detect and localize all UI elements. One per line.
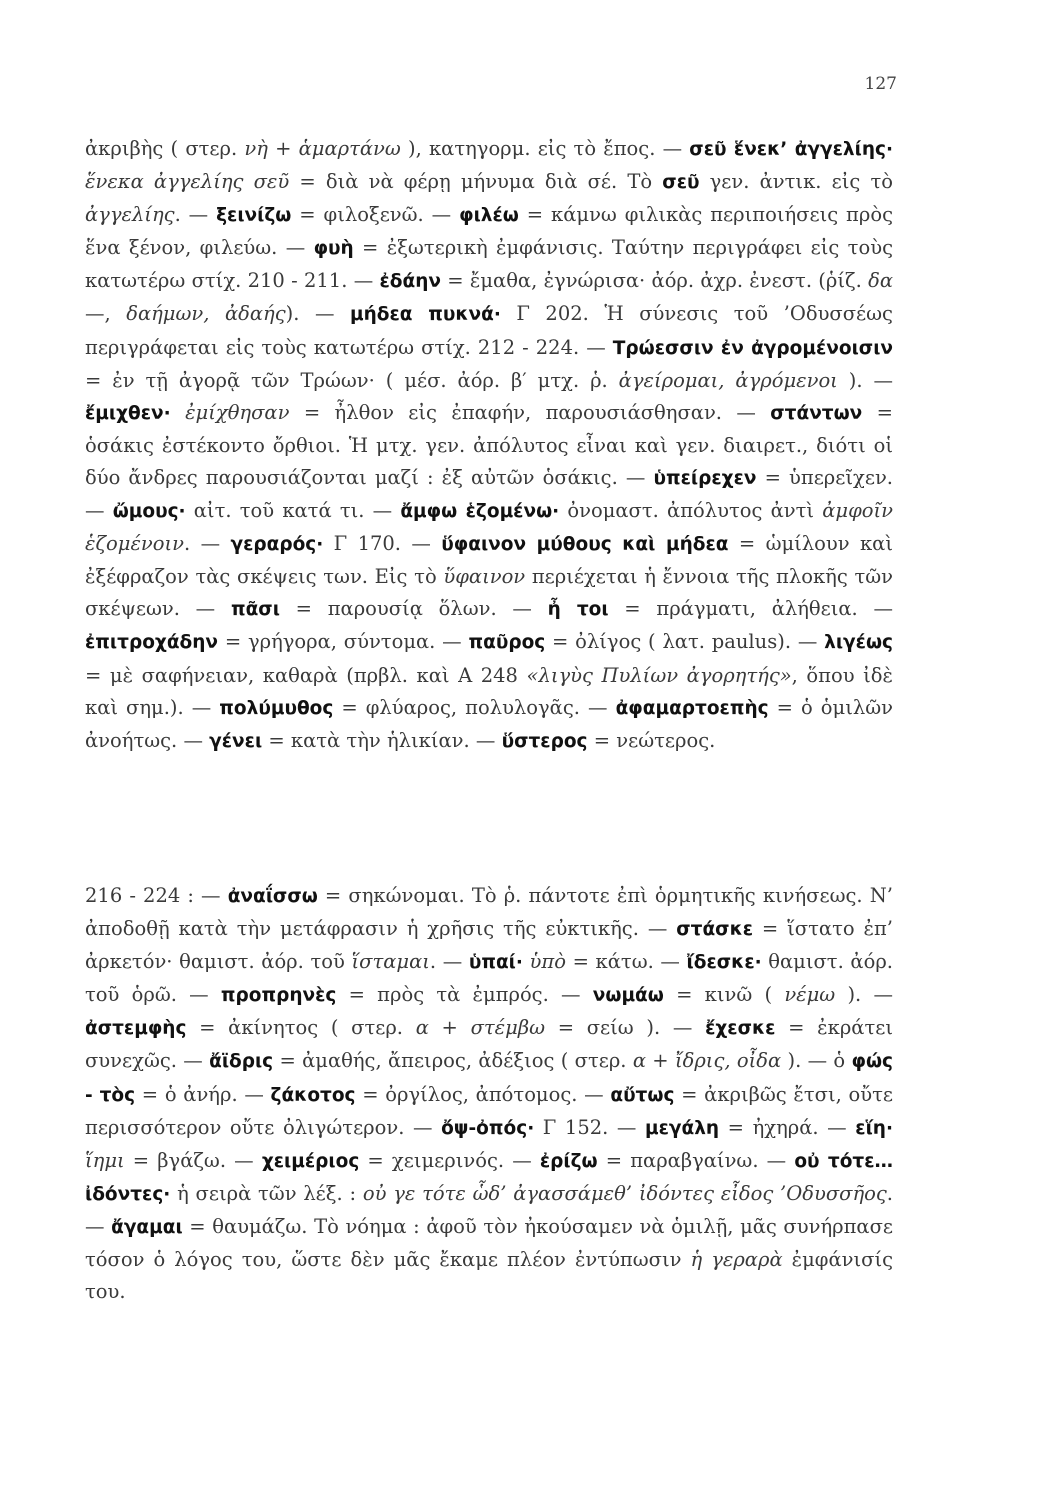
gloss-text: = ἀμαθής, ἄπειρος, ἀδέξιος ( στερ. xyxy=(273,1049,633,1073)
gloss-text: = ὀργίλος, ἀπότομος. — xyxy=(355,1082,611,1106)
gloss-text: ἐμφάνισίς του. xyxy=(85,1248,894,1304)
quoted-form: νέμω xyxy=(784,983,836,1007)
quoted-form: ὕφαινον xyxy=(443,565,526,589)
lemma-term: χειμέριος xyxy=(261,1150,360,1172)
gloss-text: = ὁσάκις ἐστέκοντο ὄρθιοι. Ἡ μτχ. γεν. ἀπόλυτος εἶναι καὶ γεν. διαιρετ., διότι οἱ δύο ἄνδρες παρουσιάζονται μαζί : ἐξ αὐτῶν ὁσάκις. — xyxy=(85,400,893,489)
gloss-text: = ἠχηρά. — xyxy=(719,1115,856,1139)
gloss-text: = κάτω. — xyxy=(565,950,687,974)
lemma-term: ἄμφω ἑζομένω· xyxy=(400,501,560,523)
quoted-form: νὴ + ἁμαρτάνω xyxy=(244,137,401,160)
lemma-term: ὄψ-ὀπός· xyxy=(441,1117,535,1139)
gloss-text: = κάμνω φιλικὰς περιποιήσεις πρὸς ἕνα ξένον, φιλεύω. — xyxy=(85,203,893,260)
lemma-term: αὔτως xyxy=(610,1084,675,1106)
gloss-text: 216 - 224 : — xyxy=(85,884,228,907)
lemma-term: ὕφαινον μύθους καὶ μήδεα xyxy=(441,534,729,556)
lemma-term: οὐ τότε… ἰδόντες· xyxy=(85,1150,894,1205)
gloss-text: = φλύαρος, πολυλογᾶς. — xyxy=(333,695,616,719)
lemma-term: ὑπαί· xyxy=(468,952,523,974)
lemma-term: προπρηνὲς xyxy=(220,985,337,1007)
gloss-text: = βγάζω. — xyxy=(124,1148,262,1172)
commentary-paragraph xyxy=(85,133,893,758)
gloss-text: = κατὰ τὴν ἡλικίαν. — xyxy=(262,728,502,752)
lemma-term: Τρώεσσιν ἐν ἀγρομένοισιν xyxy=(612,337,893,359)
lemma-term: γένει xyxy=(209,730,263,752)
gloss-text: ). — ὁ xyxy=(781,1049,852,1073)
gloss-text: ). — xyxy=(837,368,893,392)
gloss-text: = ἵστατο ἐπ’ ἀρκετόν· θαμιστ. ἀόρ. τοῦ xyxy=(85,917,893,974)
gloss-text: = μὲ σαφήνειαν, καθαρὰ (πρβλ. καὶ Α 248 xyxy=(85,663,527,687)
lemma-term: ἀστεμφὴς xyxy=(85,1018,187,1040)
gloss-text: = πρὸς τὰ ἐμπρός. — xyxy=(336,983,593,1007)
quoted-form: «λιγὺς Πυλίων ἀγορητής» xyxy=(526,663,792,687)
commentary-paragraph xyxy=(85,880,893,1308)
gloss-text: —, xyxy=(85,302,127,326)
quoted-form: δαήμων, ἀδαής xyxy=(126,302,286,326)
lemma-term: σεῦ ἕνεκ’ ἀγγελίης· xyxy=(689,139,893,160)
lemma-term: πᾶσι xyxy=(230,599,280,621)
quoted-form: ἀγγελίης xyxy=(85,203,175,227)
gloss-text: = παρουσίᾳ ὅλων. — xyxy=(279,597,548,621)
lemma-term: ἔχεσκε xyxy=(705,1018,776,1040)
gloss-text: ὀνομαστ. ἀπόλυτος ἀντὶ xyxy=(559,499,823,523)
gloss-text: = γρήγορα, σύντομα. — xyxy=(218,630,469,654)
gloss-text: = παραβγαίνω. — xyxy=(597,1148,795,1172)
gloss-text: . — xyxy=(184,532,231,556)
quoted-form: ἵημι xyxy=(85,1148,125,1172)
lemma-term: ὤμους· xyxy=(112,501,186,523)
gloss-text: γεν. ἀντικ. εἰς τὸ xyxy=(699,170,893,194)
gloss-text: = νεώτερος. xyxy=(587,728,716,752)
gloss-text: = διὰ νὰ φέρῃ μήνυμα διὰ σέ. Τὸ xyxy=(289,170,663,194)
lemma-term: ζάκοτος xyxy=(270,1084,356,1106)
quoted-form: οὐ γε τότε ὧδ’ ἀγασσάμεθ’ ἰδόντες εἶδος ’Οδυσσῆος xyxy=(362,1181,887,1205)
lemma-term: φώς - τὸς xyxy=(85,1051,894,1106)
lemma-term: λιγέως xyxy=(824,632,894,654)
gloss-text: = χειμερινός. — xyxy=(359,1148,540,1172)
lemma-term: ἄϊδρις xyxy=(209,1051,274,1073)
gloss-text: = ἐξωτερικὴ ἐμφάνισις. Ταύτην περιγράφει εἰς τοὺς κατωτέρω στίχ. 210 - 211. — xyxy=(85,236,893,293)
gloss-text: περιέχεται ἡ ἔννοια τῆς πλοκῆς τῶν σκέψεων. — xyxy=(85,565,893,621)
gloss-text: = ἔμαθα, ἐγνώρισα· ἀόρ. ἀχρ. ἐνεστ. (ῥίζ. xyxy=(440,269,869,293)
gloss-text: = ὑπερεῖχεν. — xyxy=(85,465,893,523)
gloss-text: = κινῶ ( xyxy=(663,983,785,1007)
quoted-form: ἀγείρομαι, ἀγρόμενοι xyxy=(618,368,838,392)
lemma-term: ἐπιτροχάδην xyxy=(85,632,219,654)
quoted-form: ἀμφοῖν ἑζομένοιν xyxy=(85,499,893,556)
gloss-text: = θαυμάζω. Τὸ νόημα : ἀφοῦ τὸν ἠκούσαμεν νὰ ὁμιλῇ, μᾶς συνήρπασε τόσον ὁ λόγος του, ὥστε δὲν μᾶς ἔκαμε πλέον ἐντύπωσιν xyxy=(85,1214,893,1272)
lemma-term: νωμάω xyxy=(592,985,664,1007)
gloss-text: = ἀκίνητος ( στερ. xyxy=(186,1016,416,1040)
lemma-term: ἦ τοι xyxy=(547,599,609,621)
lemma-term: πολύμυθος xyxy=(219,697,334,719)
quoted-form: α + στέμβω xyxy=(415,1016,545,1040)
gloss-text xyxy=(171,401,185,424)
lemma-term: ξεινίζω xyxy=(216,205,292,227)
quoted-form: ἕνεκα ἀγγελίης σεῦ xyxy=(85,170,290,194)
gloss-text: = σηκώνομαι. Τὸ ῥ. πάντοτε ἐπὶ ὁρμητικῆς κινήσεως. Ν’ ἀποδοθῇ κατὰ τὴν μετάφρασιν ἡ χρῆσις τῆς εὐκτικῆς. — xyxy=(85,884,893,941)
gloss-text: = ἐκράτει συνεχῶς. — xyxy=(85,1016,893,1073)
lemma-term: ἔμιχθεν· xyxy=(85,402,171,424)
gloss-text: ἀκριβὴς ( στερ. xyxy=(85,137,245,160)
lemma-term: φυὴ xyxy=(313,238,354,260)
gloss-text: θαμιστ. ἀόρ. τοῦ ὁρῶ. — xyxy=(85,950,893,1007)
gloss-text: . — xyxy=(174,203,217,227)
gloss-text: . — xyxy=(429,950,469,974)
quoted-form: δα xyxy=(868,269,893,293)
gloss-text: , ὅπου ἰδὲ καὶ σημ.). — xyxy=(85,663,893,719)
lemma-term: ὑπείρεχεν xyxy=(653,467,757,489)
lemma-term: ἐδάην xyxy=(379,271,441,293)
gloss-text: = ὁ ἀνήρ. — xyxy=(135,1082,271,1106)
quoted-form: ἐμίχθησαν xyxy=(185,400,290,424)
lemma-term: ἄγαμαι xyxy=(111,1216,183,1238)
lemma-term: εἵη· xyxy=(855,1117,893,1139)
gloss-text: = ἦλθον εἰς ἐπαφήν, παρουσιάσθησαν. — xyxy=(289,400,771,424)
lemma-term: γεραρός· xyxy=(230,534,324,556)
gloss-text: ). — xyxy=(835,983,893,1007)
lemma-term: παῦρος xyxy=(468,632,546,654)
gloss-text: . — xyxy=(85,1181,893,1238)
quoted-form: ἵσταμαι xyxy=(351,950,430,974)
lemma-term: ἐρίζω xyxy=(539,1150,598,1172)
lemma-term: σεῦ xyxy=(662,172,700,194)
gloss-text: = ἐν τῇ ἀγορᾷ τῶν Τρώων· ( μέσ. ἀόρ. β′ μτχ. ῥ. xyxy=(85,368,619,392)
gloss-text xyxy=(523,950,530,973)
quoted-form: ὑπὸ xyxy=(529,950,566,974)
gloss-text: Γ 152. — xyxy=(534,1115,645,1139)
lemma-term: ὕστερος xyxy=(501,730,588,752)
page-number: 127 xyxy=(864,74,897,94)
lemma-term: ἀφαμαρτοεπὴς xyxy=(615,697,769,719)
quoted-form: ἡ γεραρὰ xyxy=(690,1248,783,1272)
gloss-text: = ἀκριβῶς ἔτσι, οὔτε περισσότερον οὔτε ὀλιγώτερον. — xyxy=(85,1082,893,1139)
quoted-form: α + ἴδρις, οἶδα xyxy=(632,1049,782,1073)
gloss-text: ), κατηγορμ. εἰς τὸ ἔπος. — xyxy=(400,137,690,160)
lemma-term: φιλέω xyxy=(459,205,519,227)
gloss-text: ἡ σειρὰ τῶν λέξ. : xyxy=(170,1181,363,1205)
gloss-text: = ὁ ὁμιλῶν ἀνοήτως. — xyxy=(85,695,893,752)
lemma-term: στάσκε xyxy=(676,919,754,941)
lemma-term: στάντων xyxy=(770,402,863,424)
gloss-text: = πράγματι, ἀλήθεια. — xyxy=(608,597,893,621)
gloss-text: Γ 202. Ἡ σύνεσις τοῦ ’Οδυσσέως περιγράφεται εἰς τοὺς κατωτέρω στίχ. 212 - 224. — xyxy=(85,302,893,359)
lemma-term: μήδεα πυκνά· xyxy=(349,304,501,326)
gloss-text: = ὀλίγος ( λατ. paulus). — xyxy=(545,630,825,654)
gloss-text: Γ 170. — xyxy=(323,532,442,556)
gloss-text: ). — xyxy=(285,302,350,326)
lemma-term: ἴδεσκε· xyxy=(686,952,762,974)
lemma-term: ἀναΐσσω xyxy=(227,886,318,907)
gloss-text: αἰτ. τοῦ κατά τι. — xyxy=(185,499,401,523)
gloss-text: = σείω ). — xyxy=(545,1016,706,1040)
gloss-text: = φιλοξενῶ. — xyxy=(291,203,460,227)
lemma-term: μεγάλη xyxy=(644,1117,720,1139)
gloss-text: = ὡμίλουν καὶ ἐξέφραζον τὰς σκέψεις των. Εἰς τὸ xyxy=(85,532,893,589)
